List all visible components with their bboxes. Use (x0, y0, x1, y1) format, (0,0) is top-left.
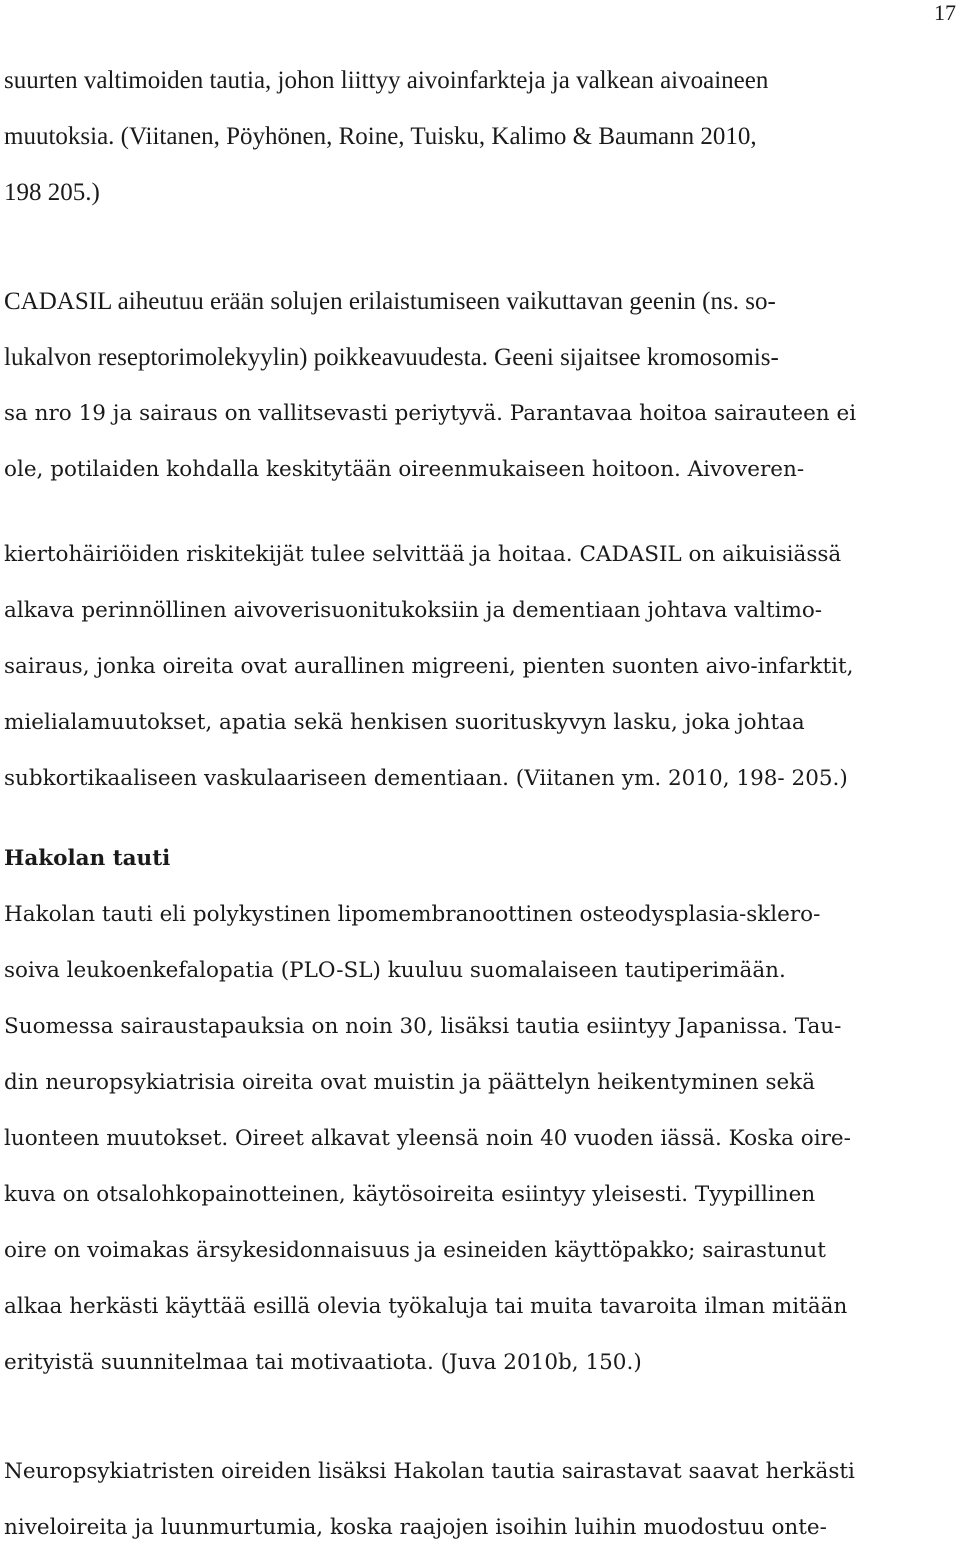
text-line: kuva on otsalohkopainotteinen, käytösoireita esiintyy yleisesti. Tyypillinen (4, 1182, 816, 1207)
paragraph-cadasil-cause (4, 274, 948, 498)
text-line: ole, potilaiden kohdalla keskitytään oireenmukaiseen hoitoon. Aivoveren- (4, 457, 805, 482)
text-line: Suomessa sairaustapauksia on noin 30, lisäksi tautia esiintyy Japanissa. Tau- (4, 1014, 842, 1039)
paragraph-cadasil-intro-end (4, 53, 948, 221)
text-line: sairaus, jonka oireita ovat aurallinen migreeni, pienten suonten aivo-infarktit, (4, 654, 854, 679)
text-line: subkortikaaliseen vaskulaariseen dementiaan. (Viitanen ym. 2010, 198- 205.) (4, 766, 848, 791)
paragraph-hakolan-tauti-bones (4, 1444, 948, 1556)
section-heading-hakolan-tauti: Hakolan tauti (4, 846, 171, 871)
text-line: mielialamuutokset, apatia sekä henkisen suorituskyvyn lasku, joka johtaa (4, 710, 805, 735)
text-line: din neuropsykiatrisia oireita ovat muistin ja päättelyn heikentyminen sekä (4, 1070, 816, 1095)
paragraph-cadasil-symptoms (4, 527, 948, 807)
text-line: suurten valtimoiden tautia, johon liittyy aivoinfarkteja ja valkean aivoaineen (4, 67, 769, 94)
text-line: kiertohäiriöiden riskitekijät tulee selvittää ja hoitaa. CADASIL on aikuisiässä (4, 542, 842, 567)
text-line: erityistä suunnitelmaa tai motivaatiota. (Juva 2010b, 150.) (4, 1350, 642, 1375)
text-line: lukalvon reseptorimolekyylin) poikkeavuudesta. Geeni sijaitsee kromosomis- (4, 344, 779, 371)
text-line: CADASIL aiheutuu erään solujen erilaistumiseen vaikuttavan geenin (ns. so- (4, 288, 776, 315)
paragraph-hakolan-tauti (4, 887, 948, 1391)
text-line: luonteen muutokset. Oireet alkavat yleensä noin 40 vuoden iässä. Koska oire- (4, 1126, 851, 1151)
text-line: oire on voimakas ärsykesidonnaisuus ja esineiden käyttöpakko; sairastunut (4, 1238, 826, 1263)
text-line: soiva leukoenkefalopatia (PLO-SL) kuuluu suomalaiseen tautiperimään. (4, 958, 786, 983)
text-line: muutoksia. (Viitanen, Pöyhönen, Roine, Tuisku, Kalimo & Baumann 2010, (4, 123, 757, 150)
text-line: sa nro 19 ja sairaus on vallitsevasti periytyvä. Parantavaa hoitoa sairauteen ei (4, 401, 857, 426)
text-line: 198 205.) (4, 179, 100, 206)
text-line: alkaa herkästi käyttää esillä olevia työkaluja tai muita tavaroita ilman mitään (4, 1294, 848, 1319)
text-line: niveloireita ja luunmurtumia, koska raajojen isoihin luihin muodostuu onte- (4, 1515, 827, 1540)
page-number: 17 (934, 0, 956, 25)
text-line: alkava perinnöllinen aivoverisuonitukoksiin ja dementiaan johtava valtimo- (4, 598, 823, 623)
text-line: Neuropsykiatristen oireiden lisäksi Hakolan tautia sairastavat saavat herkästi (4, 1459, 855, 1484)
text-line: Hakolan tauti eli polykystinen lipomembranoottinen osteodysplasia-sklero- (4, 902, 821, 927)
